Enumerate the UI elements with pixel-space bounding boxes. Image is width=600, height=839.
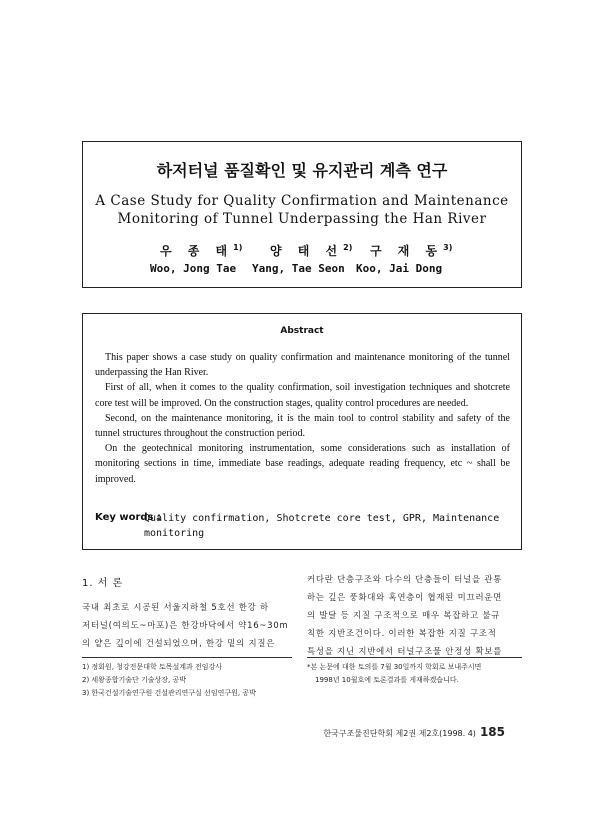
body-right-column: [307, 570, 527, 660]
body-line: 하는 깊은 풍화대와 혹연층이 협재된 미끄러운면: [307, 592, 503, 602]
abstract-body: [95, 350, 510, 487]
abstract-paragraph: First of all, when it comes to the quality confirmation, soil investigation techniques and shotcrete core test will be improved. On the construction stages, quality control procedures are needed.: [95, 382, 510, 409]
body-line: 저터널(여의도~마포)은 한강바닥에서 약16~30m: [82, 620, 289, 630]
footnote-rule-left: [82, 657, 292, 658]
author-2-korean: 양 태 선$^{2)}$: [270, 243, 353, 258]
footnote-line: 1998년 10월호에 토론결과를 게재하겠습니다.: [315, 676, 459, 684]
author-1-korean: 우 종 태$^{1)}$: [160, 243, 243, 258]
keywords-label: Key words :: [95, 512, 161, 523]
footnote-right: [307, 661, 527, 687]
body-line: 커다란 단층구조와 다수의 단층들이 터널을 관통: [307, 574, 503, 584]
author-3-korean: 구 재 동$^{3)}$: [370, 243, 453, 258]
body-line: 특성을 지닌 지반에서 터널구조물 안정성 확보를: [307, 646, 503, 656]
footnote: 2) 세왕종합기술단 기술상장, 공박: [82, 676, 186, 684]
body-left-column: [82, 598, 302, 652]
footnote-rule-right: [307, 657, 522, 658]
footnote: 1) 정회원, 청강전문대학 토목설계과 전임강사: [82, 663, 223, 671]
author-2-english: Yang, Tae Seon: [252, 262, 345, 275]
body-line: 의 얕은 깊이에 건설되었으며, 한강 밑의 지질은: [82, 638, 276, 648]
paper-title-english-line1: A Case Study for Quality Confirmation and Maintenance: [95, 193, 509, 209]
journal-reference: 한국구조물진단학회 제2권 제2호(1998. 4): [323, 729, 476, 738]
author-3-english: Koo, Jai Dong: [356, 262, 443, 275]
footnotes-left: [82, 661, 307, 700]
abstract-paragraph: This paper shows a case study on quality confirmation and maintenance monitoring of the tunnel underpassing the Han River.: [95, 352, 510, 379]
section-heading: 1. 서 론: [82, 578, 124, 589]
abstract-paragraph: On the geotechnical monitoring instrumentation, some considerations such as installation of monitoring sections in time, immediate base readings, adequate reading frequency, etc ~ shall be improved.: [95, 443, 510, 485]
page-number: 185: [479, 725, 505, 739]
paper-title-english-line2: Monitoring of Tunnel Underpassing the Han River: [117, 211, 487, 227]
abstract-paragraph: Second, on the maintenance monitoring, it is the main tool to control stability and safety of the tunnel structures throughout the construction period.: [95, 412, 510, 440]
paper-title-korean: 하저터널 품질확인 및 유지관리 계측 연구: [156, 161, 448, 180]
body-line: 국내 최초로 시공된 서울지하철 5호선 한강 하: [82, 602, 269, 612]
footnote-line: *본 논문에 대한 토의를 7월 30일까지 학회로 보내주시면: [307, 663, 482, 671]
body-line: 의 발달 등 지질 구조적으로 매우 복잡하고 불규: [307, 610, 501, 620]
body-line: 칙한 지반조건이다. 이러한 복잡한 지질 구조적: [307, 628, 497, 638]
keywords-text: Quality confirmation, Shotcrete core test, GPR, Maintenance monitoring: [144, 513, 500, 539]
footnote: 3) 한국건설기술연구원 건설관리연구실 선임연구원, 공박: [82, 689, 256, 697]
page-footer: [323, 725, 505, 739]
author-1-english: Woo, Jong Tae: [150, 262, 237, 275]
abstract-heading: Abstract: [280, 326, 324, 336]
